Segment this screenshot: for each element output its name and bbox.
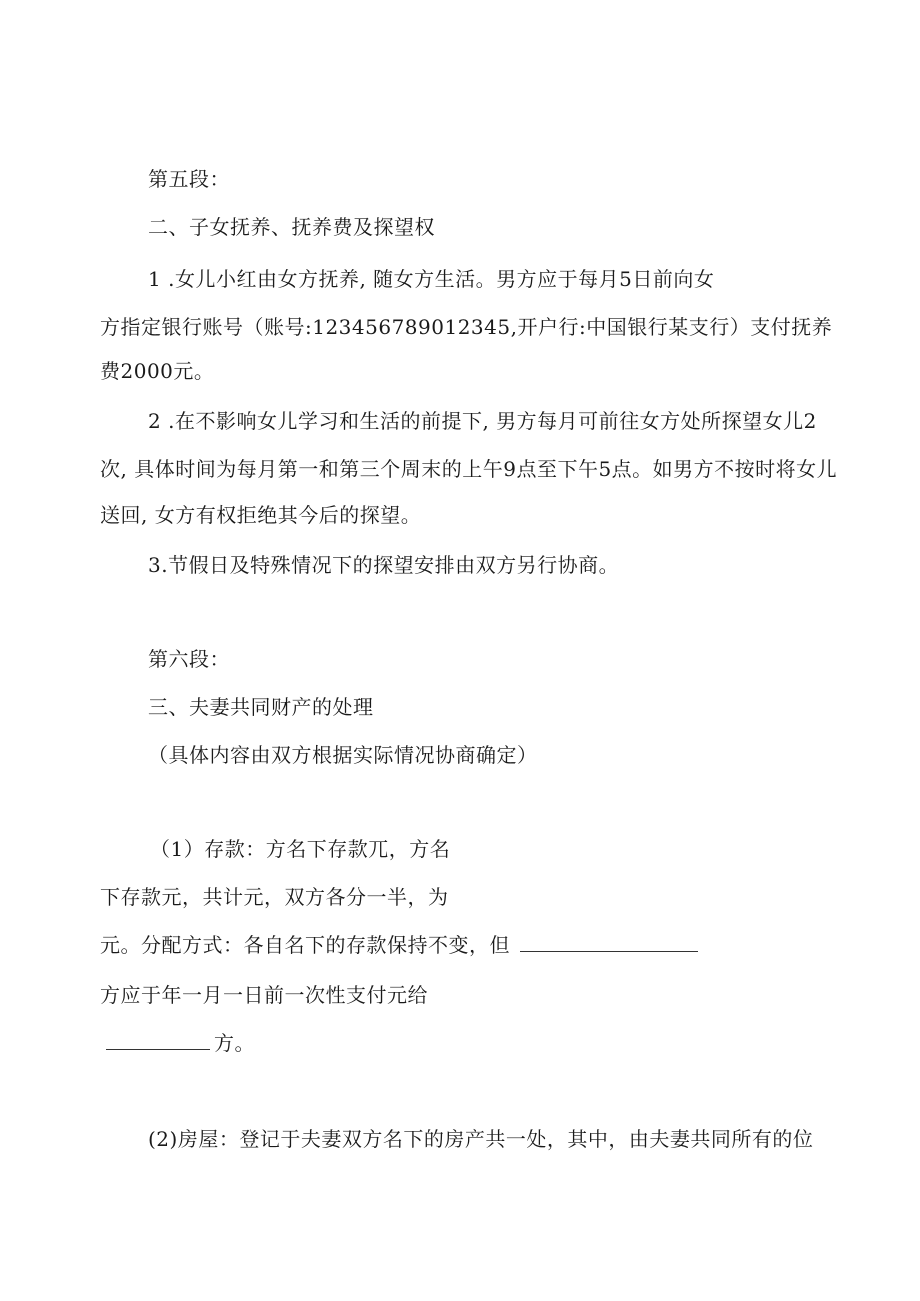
item2-line3: 送回, 女方有权拒绝其今后的探望。 (100, 503, 422, 527)
item3-line: 3.节假日及特殊情况下的探望安排由双方另行协商。 (148, 553, 620, 577)
deposit-line2: 下存款元，共计元，双方各分一半，为 (100, 885, 449, 909)
item2-line2: 次, 具体时间为每月第一和第三个周末的上午9点至下午5点。如男方不按时将女儿 (100, 457, 838, 481)
section6-note: （具体内容由双方根据实际情况协商确定） (148, 743, 538, 767)
section5-heading: 第五段： (148, 167, 230, 191)
deposit-line1: （1）存款：方名下存款兀，方名 (150, 837, 451, 861)
deposit-line5: 方。 (214, 1031, 255, 1055)
deposit-line4: 方应于年一月一日前一次性支付元给 (100, 983, 428, 1007)
deposit-line5-row (106, 1030, 255, 1056)
item1-line3: 费2000元。 (100, 359, 215, 383)
item2-line1: 2 .在不影响女儿学习和生活的前提下, 男方每月可前往女方处所探望女儿2 (148, 409, 817, 433)
deposit-line3: 元。分配方式：各自名下的存款保持不变，但 (100, 933, 510, 957)
item1-line1: 1 .女儿小红由女方抚养, 随女方生活。男方应于每月5日前向女 (148, 267, 715, 291)
deposit-blank-2 (106, 1031, 210, 1050)
deposit-blank-1 (520, 933, 698, 952)
deposit-line3-row (100, 932, 698, 958)
item1-line2: 方指定银行账号（账号:123456789012345,开户行:中国银行某支行）支付抚养 (100, 315, 833, 339)
section5-title: 二、子女抚养、抚养费及探望权 (148, 215, 435, 239)
house-line1: (2)房屋：登记于夫妻双方名下的房产共一处，其中，由夫妻共同所有的位 (148, 1127, 814, 1151)
section6-heading: 第六段： (148, 647, 230, 671)
section6-title: 三、夫妻共同财产的处理 (148, 695, 374, 719)
